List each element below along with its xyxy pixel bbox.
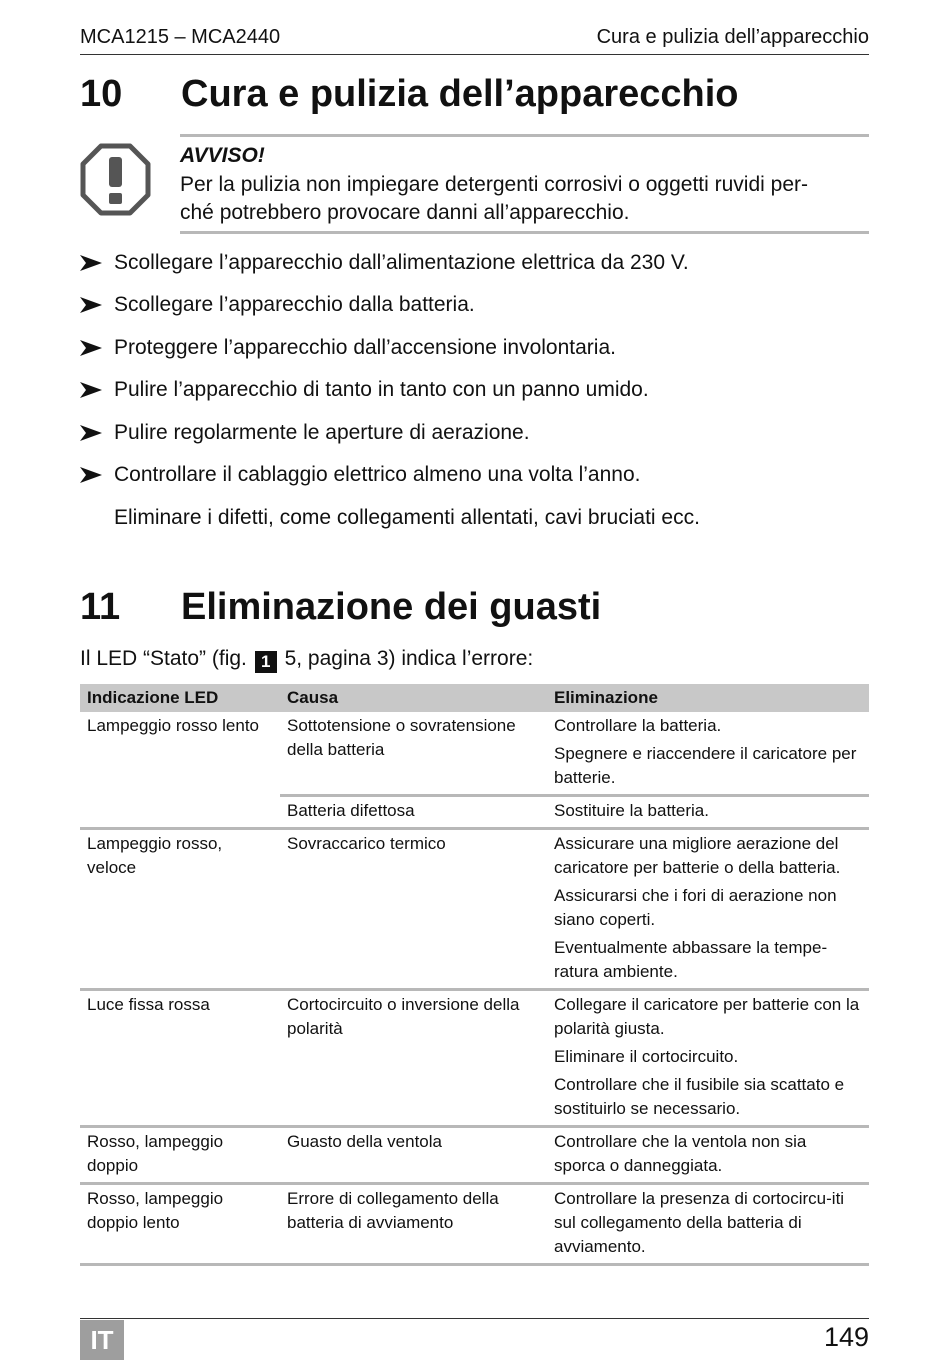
notice-box	[180, 134, 869, 234]
table-row	[80, 712, 869, 796]
language-tab: IT	[80, 1320, 124, 1360]
column-header: Indicazione LED	[80, 684, 280, 712]
led-cell: Lampeggio rosso lento	[80, 712, 280, 829]
intro-text: 5, pagina 3) indica l’errore:	[284, 647, 534, 670]
fix-text: Assicurare una migliore aerazione del caricatore per batterie o della batteria.	[554, 834, 841, 877]
table-row	[80, 1184, 869, 1265]
led-cell: Lampeggio rosso, veloce	[80, 829, 280, 990]
fix-text: Spegnere e riaccendere il caricatore per batterie.	[554, 744, 857, 787]
cause-cell: Sottotensione o sovratensione della batteria	[280, 712, 547, 796]
intro-text: Il LED “Stato” (fig.	[80, 647, 247, 670]
cause-cell: Errore di collegamento della batteria di avviamento	[280, 1184, 547, 1265]
running-header	[80, 26, 869, 55]
footer-rule	[80, 1318, 869, 1319]
arrow-bullet-icon	[80, 460, 104, 490]
fix-text: Collegare il caricatore per batterie con la polarità giusta.	[554, 995, 860, 1038]
fix-cell	[547, 990, 869, 1127]
cause-cell: Batteria difettosa	[280, 796, 547, 829]
step-item	[80, 375, 869, 417]
step-text: Pulire l’apparecchio di tanto in tanto con un panno umido.	[114, 378, 649, 402]
arrow-bullet-icon	[80, 418, 104, 448]
table-row	[80, 1127, 869, 1184]
step-text: Pulire regolarmente le aperture di aerazione.	[114, 420, 530, 444]
led-cell: Rosso, lampeggio doppio lento	[80, 1184, 280, 1265]
step-item	[80, 290, 869, 332]
fix-cell	[547, 712, 869, 796]
fix-text: Controllare la batteria.	[554, 716, 722, 735]
page-number: 149	[823, 1322, 869, 1352]
header-model: MCA1215 – MCA2440	[80, 26, 281, 48]
figure-ref-badge: 1	[255, 651, 277, 673]
led-cell: Luce fissa rossa	[80, 990, 280, 1127]
step-item	[80, 333, 869, 375]
notice-title: AVVISO!	[180, 144, 265, 167]
fix-text: Eliminare il cortocircuito.	[554, 1047, 739, 1066]
notice-line: Per la pulizia non impiegare detergenti corrosivi o oggetti ruvidi per-	[180, 173, 808, 196]
instruction-steps	[80, 248, 869, 502]
cause-cell: Cortocircuito o inversione della polarità	[280, 990, 547, 1127]
chapter-number: 10	[80, 73, 123, 115]
chapter-title: Cura e pulizia dell’apparecchio	[181, 73, 739, 115]
notice-line: ché potrebbero provocare danni all’apparecchio.	[180, 201, 630, 224]
fix-cell	[547, 829, 869, 990]
notice-body	[180, 171, 869, 227]
fix-text: Eventualmente abbassare la tempe-ratura ambiente.	[554, 938, 828, 981]
fix-cell: Sostituire la batteria.	[547, 796, 869, 829]
arrow-bullet-icon	[80, 290, 104, 320]
led-cell: Rosso, lampeggio doppio	[80, 1127, 280, 1184]
table-intro	[80, 644, 533, 674]
fix-cell: Controllare la presenza di cortocircu-iti sul collegamento della batteria di avviamento.	[547, 1184, 869, 1265]
arrow-bullet-icon	[80, 248, 104, 278]
fix-text: Controllare che il fusibile sia scattato e sostituirlo se necessario.	[554, 1075, 845, 1118]
chapter-number: 11	[80, 586, 121, 628]
table-row	[80, 990, 869, 1127]
step-followup-text: Eliminare i difetti, come collegamenti allentati, cavi bruciati ecc.	[114, 506, 700, 529]
step-text: Scollegare l’apparecchio dalla batteria.	[114, 293, 475, 317]
fix-text: Assicurarsi che i fori di aerazione non siano coperti.	[554, 886, 837, 929]
step-item	[80, 418, 869, 460]
step-item	[80, 248, 869, 290]
exclamation-octagon-icon	[80, 143, 151, 216]
troubleshooting-table	[80, 684, 869, 1266]
table-header-row	[80, 684, 869, 712]
cause-cell: Guasto della ventola	[280, 1127, 547, 1184]
step-text: Proteggere l’apparecchio dall’accensione involontaria.	[114, 335, 616, 359]
arrow-bullet-icon	[80, 333, 104, 363]
step-item	[80, 460, 869, 502]
column-header: Eliminazione	[547, 684, 869, 712]
cause-cell: Sovraccarico termico	[280, 829, 547, 990]
chapter-title: Eliminazione dei guasti	[181, 586, 602, 628]
table-row	[80, 829, 869, 990]
step-text: Scollegare l’apparecchio dall’alimentazione elettrica da 230 V.	[114, 251, 689, 274]
column-header: Causa	[280, 684, 547, 712]
arrow-bullet-icon	[80, 375, 104, 405]
header-section: Cura e pulizia dell’apparecchio	[596, 26, 869, 48]
step-text: Controllare il cablaggio elettrico almeno una volta l’anno.	[114, 462, 641, 486]
fix-cell: Controllare che la ventola non sia sporca o danneggiata.	[547, 1127, 869, 1184]
